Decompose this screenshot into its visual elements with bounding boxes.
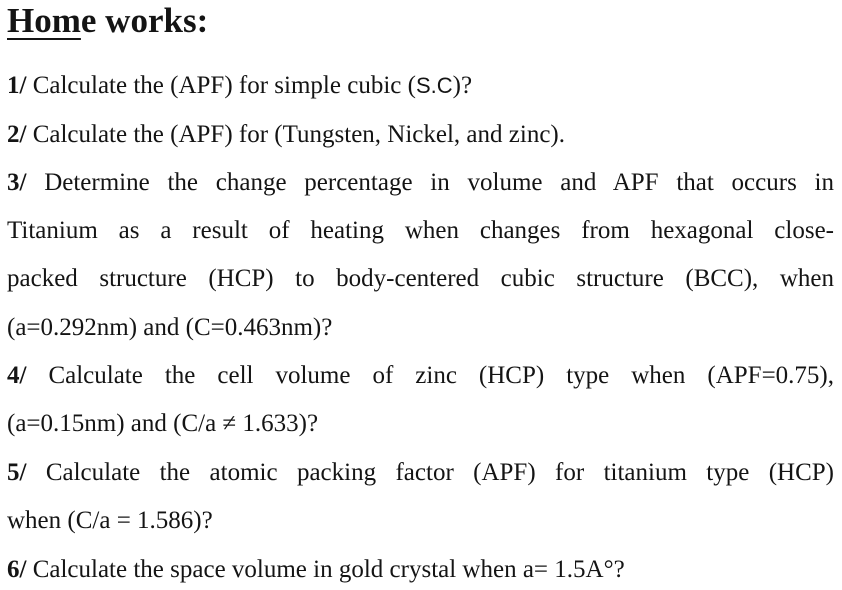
question-4-line-2: (a=0.15nm) and (C/a ≠ 1.633)? (7, 410, 319, 437)
question-2-text: Calculate the (APF) for (Tungsten, Nickel, and zinc). (26, 121, 565, 148)
question-3-number: 3/ (7, 169, 27, 196)
question-1-text-b: )? (452, 72, 473, 99)
question-1 (7, 71, 834, 101)
question-3-line-1 (7, 168, 834, 198)
question-5-number: 5/ (7, 459, 27, 486)
question-5-line-2: when (C/a = 1.586)? (7, 507, 213, 534)
question-5-text-1: Calculate the atomic packing factor (APF) for titanium type (HCP) (26, 459, 834, 486)
question-6-number: 6/ (7, 556, 27, 583)
question-4-number: 4/ (7, 362, 27, 389)
question-3-line-3: packed structure (HCP) to body-centered cubic structure (BCC), when (7, 265, 834, 292)
page-title (7, 1, 208, 41)
question-6-text: Calculate the space volume in gold crystal when a= 1.5A°? (26, 556, 625, 583)
title-underlined-part: Hom (7, 1, 81, 40)
question-3-text-1: Determine the change percentage in volume and APF that occurs in (26, 169, 834, 196)
question-3-line-4: (a=0.292nm) and (C=0.463nm)? (7, 314, 333, 341)
question-1-sc: S.C (415, 73, 453, 98)
question-1-number: 1/ (7, 72, 27, 99)
question-2 (7, 120, 834, 150)
question-1-text-a: Calculate the (APF) for simple cubic ( (26, 72, 416, 99)
question-3-line-2: Titanium as a result of heating when changes from hexagonal close- (7, 217, 834, 244)
question-4-line-1 (7, 361, 834, 391)
title-rest: e works: (80, 1, 209, 40)
question-4-text-1: Calculate the cell volume of zinc (HCP) type when (APF=0.75), (26, 362, 834, 389)
question-2-number: 2/ (7, 121, 27, 148)
question-5-line-1 (7, 458, 834, 488)
question-6 (7, 555, 834, 585)
